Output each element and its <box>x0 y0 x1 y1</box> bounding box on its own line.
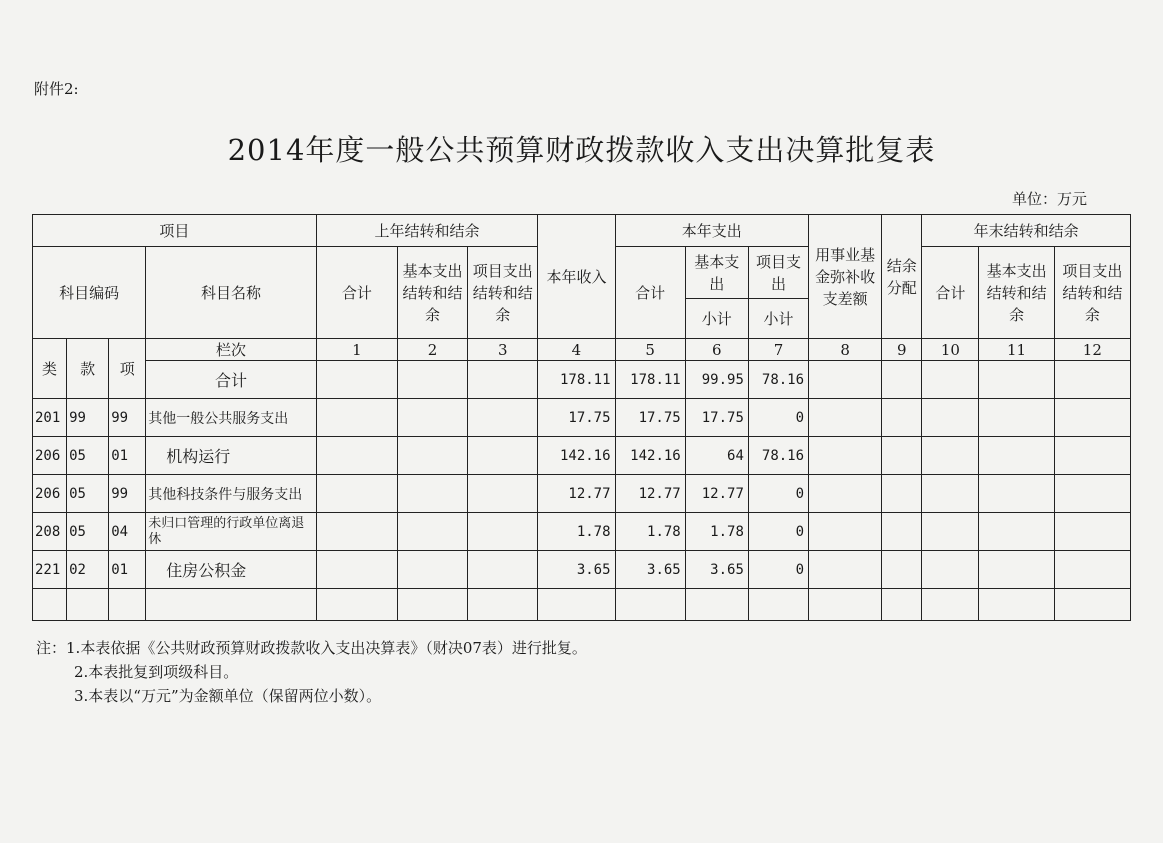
section-code: 05 <box>67 513 109 551</box>
cell-value: 17.75 <box>538 399 615 437</box>
table-row <box>33 513 1131 551</box>
cell-value: 3.65 <box>685 551 748 589</box>
cell-value <box>397 399 467 437</box>
table-row <box>33 399 1131 437</box>
cell-value <box>922 437 979 475</box>
cell-value <box>882 475 922 513</box>
total-value <box>397 361 467 399</box>
col-number: 4 <box>538 339 615 361</box>
cell-value <box>882 399 922 437</box>
header-year-end: 年末结转和结余 <box>922 215 1131 247</box>
total-value <box>922 361 979 399</box>
item-code: 99 <box>109 475 146 513</box>
section-code <box>67 589 109 621</box>
header-last-total: 合计 <box>316 247 397 339</box>
col-number: 1 <box>316 339 397 361</box>
table-row <box>33 589 1131 621</box>
total-value: 78.16 <box>748 361 808 399</box>
total-value: 178.11 <box>615 361 685 399</box>
cell-value <box>397 589 467 621</box>
cell-value <box>979 437 1054 475</box>
section-code: 02 <box>67 551 109 589</box>
header-income: 本年收入 <box>538 215 615 339</box>
cell-value <box>397 551 467 589</box>
cell-value <box>316 437 397 475</box>
item-code <box>109 589 146 621</box>
cell-value: 12.77 <box>538 475 615 513</box>
cell-value <box>979 551 1054 589</box>
cell-value <box>922 551 979 589</box>
subject-name: 未归口管理的行政单位离退休 <box>146 513 316 551</box>
cell-value: 0 <box>748 399 808 437</box>
col-number: 6 <box>685 339 748 361</box>
cell-value <box>397 513 467 551</box>
total-value <box>979 361 1054 399</box>
cell-value: 17.75 <box>615 399 685 437</box>
header-item: 项目 <box>33 215 317 247</box>
cell-value <box>468 589 538 621</box>
cell-value <box>538 589 615 621</box>
cell-value <box>468 551 538 589</box>
cell-value <box>882 589 922 621</box>
class-code: 221 <box>33 551 67 589</box>
table-row <box>33 475 1131 513</box>
total-value <box>468 361 538 399</box>
cell-value <box>809 475 882 513</box>
total-label: 合计 <box>146 361 316 399</box>
cell-value: 3.65 <box>615 551 685 589</box>
cell-value: 1.78 <box>538 513 615 551</box>
cell-value <box>809 437 882 475</box>
col-number: 12 <box>1054 339 1130 361</box>
col-number: 7 <box>748 339 808 361</box>
subject-name: 其他一般公共服务支出 <box>146 399 316 437</box>
subject-name: 住房公积金 <box>146 551 316 589</box>
total-value: 178.11 <box>538 361 615 399</box>
cell-value: 142.16 <box>615 437 685 475</box>
cell-value <box>882 513 922 551</box>
section-code: 05 <box>67 475 109 513</box>
cell-value: 12.77 <box>615 475 685 513</box>
col-number: 11 <box>979 339 1054 361</box>
cell-value: 12.77 <box>685 475 748 513</box>
table-row <box>33 551 1131 589</box>
cell-value <box>1054 551 1130 589</box>
header-subsidy: 用事业基金弥补收支差额 <box>809 215 882 339</box>
total-value <box>316 361 397 399</box>
cell-value <box>809 589 882 621</box>
cell-value <box>922 589 979 621</box>
section-code: 99 <box>67 399 109 437</box>
cell-value <box>1054 513 1130 551</box>
header-column-no: 栏次 <box>146 339 316 361</box>
col-number: 3 <box>468 339 538 361</box>
header-code: 科目编码 <box>33 247 146 339</box>
cell-value: 1.78 <box>615 513 685 551</box>
col-number: 8 <box>809 339 882 361</box>
col-number: 10 <box>922 339 979 361</box>
cell-value <box>1054 399 1130 437</box>
header-distribution: 结余分配 <box>882 215 922 339</box>
cell-value <box>979 399 1054 437</box>
cell-value: 3.65 <box>538 551 615 589</box>
unit-label: 单位：万元 <box>1012 190 1088 208</box>
cell-value <box>468 399 538 437</box>
table-row <box>33 437 1131 475</box>
cell-value <box>809 513 882 551</box>
cell-value <box>397 475 467 513</box>
cell-value: 17.75 <box>685 399 748 437</box>
header-expense-total: 合计 <box>615 247 685 339</box>
class-code: 206 <box>33 475 67 513</box>
cell-value <box>316 475 397 513</box>
header-subitem: 项 <box>109 339 146 399</box>
total-value <box>1054 361 1130 399</box>
attachment-label: 附件2: <box>34 80 79 98</box>
total-value <box>809 361 882 399</box>
header-name: 科目名称 <box>146 247 316 339</box>
cell-value <box>882 437 922 475</box>
cell-value: 142.16 <box>538 437 615 475</box>
cell-value <box>685 589 748 621</box>
class-code: 201 <box>33 399 67 437</box>
notes-prefix: 注： <box>36 639 67 657</box>
header-class: 类 <box>33 339 67 399</box>
item-code: 04 <box>109 513 146 551</box>
cell-value <box>748 589 808 621</box>
cell-value <box>1054 475 1130 513</box>
header-end-project: 项目支出结转和结余 <box>1054 247 1130 339</box>
total-value: 99.95 <box>685 361 748 399</box>
cell-value: 78.16 <box>748 437 808 475</box>
header-project-subtotal: 小计 <box>748 299 808 339</box>
subject-name: 机构运行 <box>146 437 316 475</box>
header-expense: 本年支出 <box>615 215 809 247</box>
header-end-basic: 基本支出结转和结余 <box>979 247 1054 339</box>
cell-value: 0 <box>748 475 808 513</box>
note-item: 1.本表依据《公共财政预算财政拨款收入支出决算表》（财决07表）进行批复。 <box>66 639 587 657</box>
cell-value: 1.78 <box>685 513 748 551</box>
notes <box>36 636 587 708</box>
header-end-total: 合计 <box>922 247 979 339</box>
subject-name: 其他科技条件与服务支出 <box>146 475 316 513</box>
header-basic-subtotal: 小计 <box>685 299 748 339</box>
item-code: 99 <box>109 399 146 437</box>
col-number: 9 <box>882 339 922 361</box>
cell-value: 0 <box>748 551 808 589</box>
cell-value <box>316 399 397 437</box>
cell-value <box>316 589 397 621</box>
section-code: 05 <box>67 437 109 475</box>
cell-value <box>809 551 882 589</box>
cell-value <box>615 589 685 621</box>
cell-value <box>979 513 1054 551</box>
cell-value: 0 <box>748 513 808 551</box>
note-item: 2.本表批复到项级科目。 <box>74 663 239 681</box>
cell-value <box>316 551 397 589</box>
cell-value <box>316 513 397 551</box>
col-number: 2 <box>397 339 467 361</box>
header-last-project: 项目支出结转和结余 <box>468 247 538 339</box>
cell-value <box>809 399 882 437</box>
cell-value <box>979 589 1054 621</box>
cell-value <box>468 437 538 475</box>
budget-table <box>32 214 1131 621</box>
total-value <box>882 361 922 399</box>
note-item: 3.本表以“万元”为金额单位（保留两位小数）。 <box>74 687 382 705</box>
header-basic-exp: 基本支出 <box>685 247 748 299</box>
cell-value <box>397 437 467 475</box>
col-number: 5 <box>615 339 685 361</box>
cell-value <box>1054 437 1130 475</box>
header-section: 款 <box>67 339 109 399</box>
header-last-basic: 基本支出结转和结余 <box>397 247 467 339</box>
cell-value <box>468 475 538 513</box>
subject-name <box>146 589 316 621</box>
cell-value: 64 <box>685 437 748 475</box>
cell-value <box>882 551 922 589</box>
class-code: 206 <box>33 437 67 475</box>
cell-value <box>979 475 1054 513</box>
class-code: 208 <box>33 513 67 551</box>
total-row <box>33 361 1131 399</box>
item-code: 01 <box>109 551 146 589</box>
cell-value <box>922 475 979 513</box>
header-last-year: 上年结转和结余 <box>316 215 538 247</box>
item-code: 01 <box>109 437 146 475</box>
cell-value <box>922 513 979 551</box>
cell-value <box>1054 589 1130 621</box>
cell-value <box>922 399 979 437</box>
cell-value <box>468 513 538 551</box>
header-project-exp: 项目支出 <box>748 247 808 299</box>
page-title: 2014年度一般公共预算财政拨款收入支出决算批复表 <box>227 133 936 167</box>
class-code <box>33 589 67 621</box>
